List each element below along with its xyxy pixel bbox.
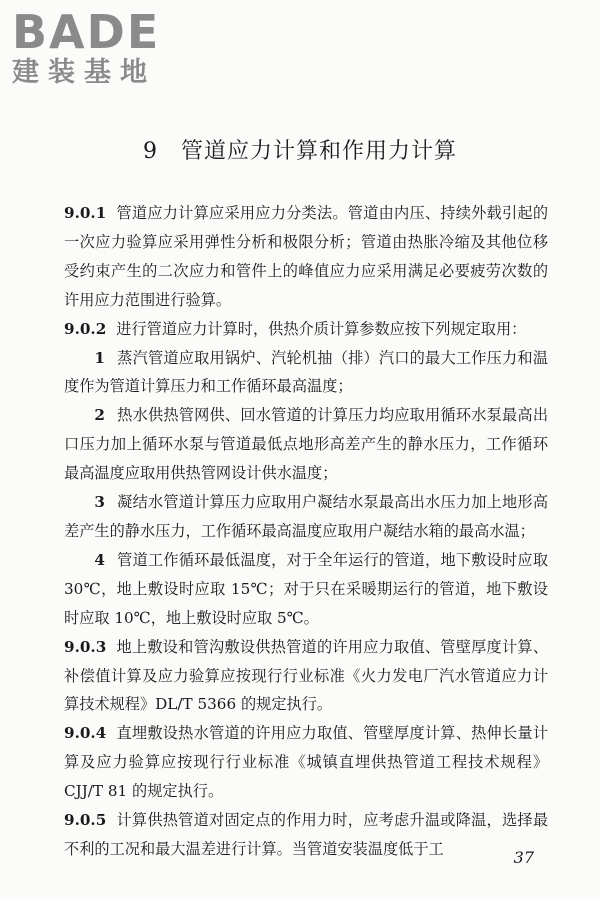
clause-text: 计算供热管道对固定点的作用力时，应考虑升温或降温，选择最不利的工况和最大温差进行计算。当管道安装温度低于工 [64, 811, 548, 858]
logo-subtitle: 建装基地 [12, 57, 156, 88]
clause-text: 管道应力计算应采用应力分类法。管道由内压、持续外载引起的一次应力验算应采用弹性分析和极限分析；管道由热胀冷缩及其他位移受约束产生的二次应力和管件上的峰值应力应采用满足必要疲劳次数的许用应力范围进行验算。 [64, 204, 548, 309]
clause-text: 地上敷设和管沟敷设供热管道的许用应力取值、管壁厚度计算、补偿值计算及应力验算应按现行行业标准《火力发电厂汽水管道应力计算技术规程》DL/T 5366 的规定执行。 [64, 637, 548, 714]
item-number: 4 [94, 550, 105, 569]
chapter-title: 9 管道应力计算和作用力计算 [143, 139, 457, 164]
clause-number: 9.0.5 [64, 811, 107, 830]
list-item-3 [64, 488, 548, 546]
page-number: 37 [513, 848, 534, 867]
list-item-2 [64, 401, 548, 488]
item-number: 1 [94, 348, 105, 367]
clause-number: 9.0.2 [64, 319, 107, 338]
clause-9-0-1 [64, 199, 548, 315]
clause-number: 9.0.1 [64, 204, 107, 222]
body-text [64, 199, 548, 864]
item-text: 蒸汽管道应取用锅炉、汽轮机抽（排）汽口的最大工作压力和温度作为管道计算压力和工作循环最高温度； [64, 348, 548, 396]
list-item-1 [64, 344, 548, 402]
item-text: 凝结水管道计算压力应取用户凝结水泵最高出水压力加上地形高差产生的静水压力，工作循环最高温度应取用户凝结水箱的最高水温； [64, 493, 548, 540]
item-number: 3 [94, 493, 105, 512]
clause-number: 9.0.4 [64, 724, 107, 743]
logo-mark: BADE [12, 5, 161, 59]
clause-9-0-3 [64, 633, 548, 720]
item-text: 热水供热管网供、回水管道的计算压力均应取用循环水泵最高出口压力加上循环水泵与管道最低点地形高差产生的静水压力，工作循环最高温度应取用供热管网设计供水温度； [64, 406, 548, 483]
clause-9-0-5 [64, 806, 548, 864]
item-text: 管道工作循环最低温度，对于全年运行的管道，地下敷设时应取 30℃，地上敷设时应取 15℃；对于只在采暖期运行的管道，地下敷设时应取 10℃，地上敷设时应取 5℃。 [64, 550, 548, 627]
logo [12, 5, 182, 88]
clause-9-0-2 [64, 315, 548, 344]
list-item-4 [64, 546, 548, 633]
clause-text: 进行管道应力计算时，供热介质计算参数应按下列规定取用： [116, 319, 527, 338]
clause-number: 9.0.3 [64, 637, 107, 656]
clause-9-0-4 [64, 719, 548, 806]
clause-text: 直埋敷设热水管道的许用应力取值、管壁厚度计算、热伸长量计算及应力验算应按现行行业标准《城镇直埋供热管道工程技术规程》CJJ/T 81 的规定执行。 [64, 724, 548, 801]
item-number: 2 [94, 406, 105, 425]
